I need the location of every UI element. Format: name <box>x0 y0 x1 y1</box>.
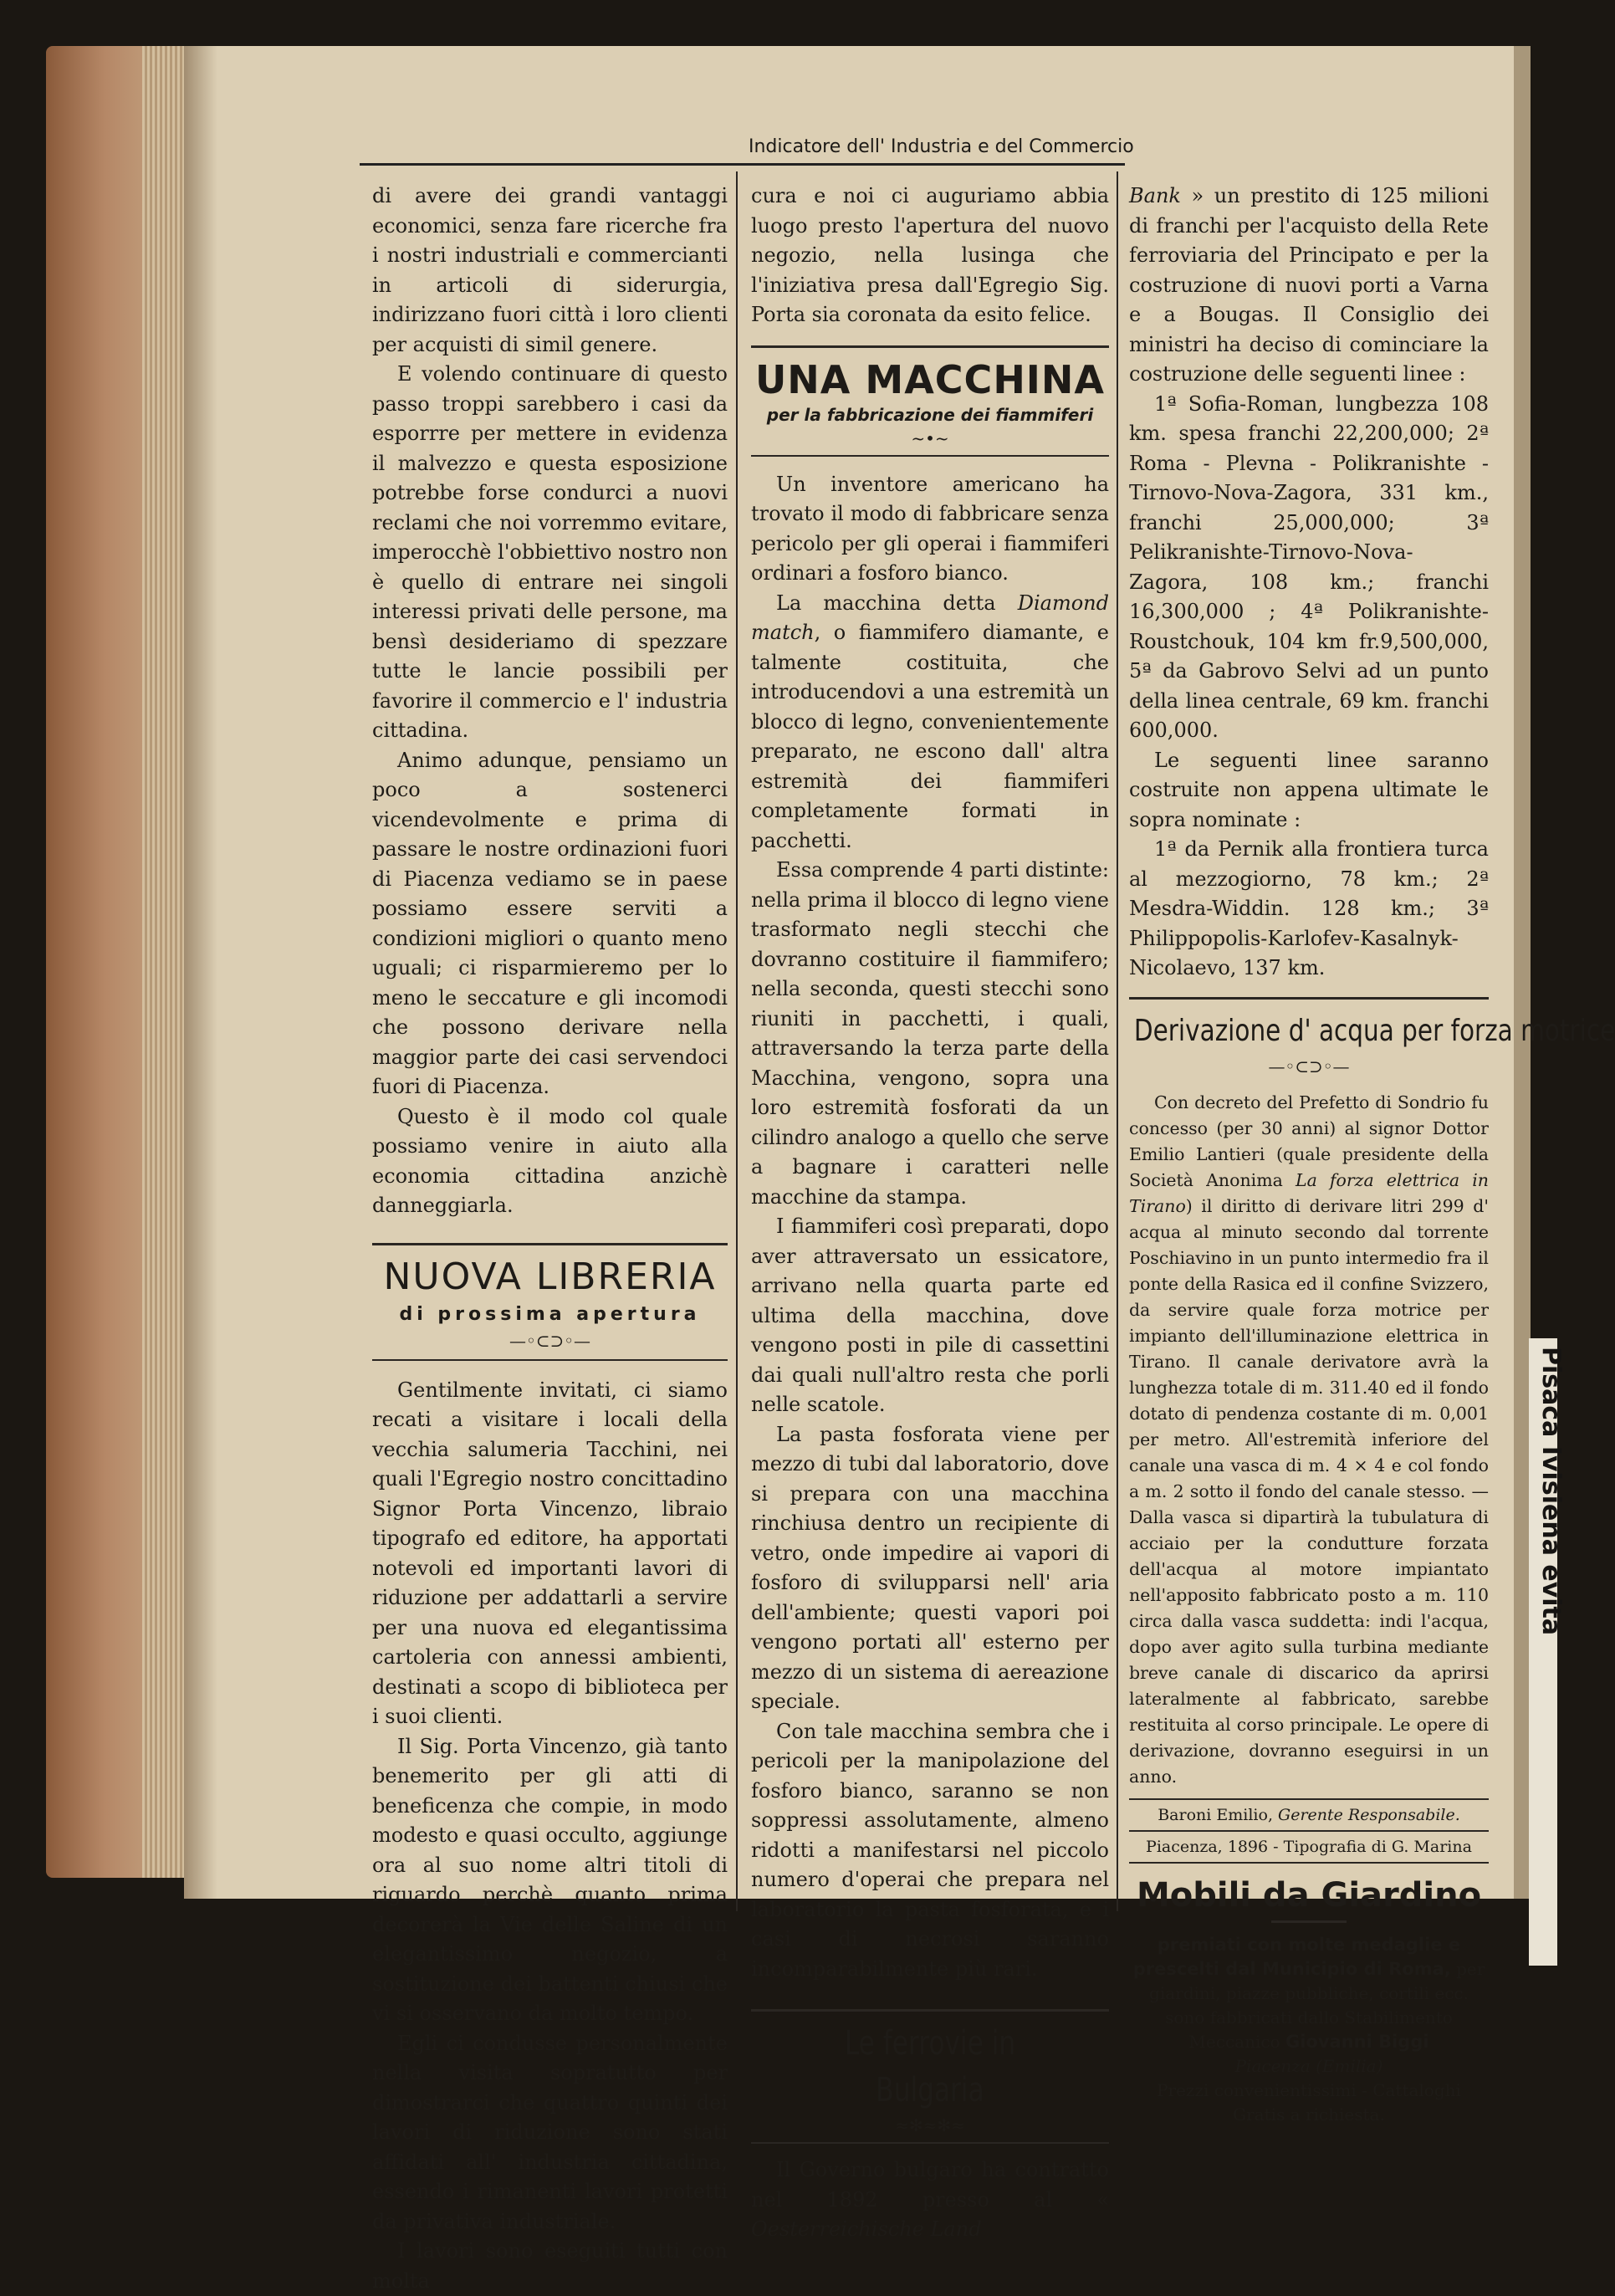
header-rule <box>360 163 1125 166</box>
section-rule <box>751 2142 1109 2144</box>
derivazione-body <box>1129 1090 1489 1790</box>
col3-para-top <box>1129 182 1489 390</box>
gerente-line <box>1129 1803 1489 1827</box>
section-rule <box>372 1359 728 1361</box>
book-edge <box>46 46 192 1878</box>
macchina-para-4: I fiammiferi così preparati, dopo aver attraversato un essicatore, arrivano nella quarta parte ed ultima della macchina, dove vengono posti in pile di cassettini dai quali null'altro resta che porli nelle scatole. <box>751 1214 1109 1416</box>
ornament: —◦⊂⊃◦— <box>1268 1056 1350 1076</box>
spine-shadow <box>184 46 217 1899</box>
gerente-role: Gerente Responsabile. <box>1278 1805 1460 1824</box>
libreria-para-2: Il Sig. Porta Vincenzo, già tanto benemerito per gli atti di beneficenza che compie, in modo modesto e quasi occulto, aggiunge ora al suo nome altri titoli di riguardo perchè quanto prima decorerà la Vie delle Saline di un elegantissimo negozio, a sostituzione dei battenti chiusi che vi si osservano da molto tempo. <box>372 1734 728 2025</box>
ornament: ≈✻≈✻≈ <box>895 2115 965 2135</box>
footer-rule <box>1129 1798 1489 1800</box>
text-run: ) il diritto di derivare litri 299 d' acqua al minuto secondo dal torrente Poschiavino in un punto intermedio fra il ponte della Rasica ed il confine Svizzero, da servire quale forza motrice per impianto dell'illuminazione elettrica in Tirano. Il canale derivatore avrà la lunghezza totale di m. 311.40 ed il fondo dotato di pendenza costante di m. 0,001 per metro. All'estremità inferiore del canale una vasca di m. 4 × 4 e col fondo a m. 2 sotto il fondo del canale stesso. — Dalla vasca si dipartirà la tubulatura di acciaio per la condutture forzata dell'acqua al motore impiantato nell'apposito fabbricato posto a m. 110 circa dalla vasca suddetta: indi l'acqua, dopo aver agito sulla turbina mediante breve canale di discarico da aprirsi lateralmente al fabbricato, sarebbe restituita al corso principale. Le opere di derivazione, dovranno eseguirsi in un anno. <box>1129 1195 1489 1787</box>
text-run: » un prestito di 125 milioni di franchi per l'acquisto della Rete ferroviaria del Principato e per la costruzione di nuovi porti a Varna e a Bougas. Il Consiglio dei ministri ha deciso di cominciare la costruzione delle seguenti linee : <box>1129 184 1489 386</box>
italic-run: La forza elettrica in Tirano <box>1129 1169 1489 1216</box>
macchina-para-1: Un inventore americano ha trovato il modo di fabbricare senza pericolo per gli operai i fiammiferi ordinari a fosforo bianco. <box>751 472 1109 585</box>
macchina-para-5: La pasta fosforata viene per mezzo di tubi dal laboratorio, dove si prepara con una macchina rinchiusa dentro un recipiente di vetro, onde impedire ai vapori di fosforo di svilupparsi nell' aria dell'ambiente; questi vapori poi vengono portati all' esterno per mezzo di un sistema di aereazione speciale. <box>751 1422 1109 1713</box>
ad-underline <box>1271 1920 1347 1923</box>
ad-awards: premiati con molte medaglie e prescelti dal Municipio di Roma, <box>1132 1934 1461 1979</box>
section-rule <box>1129 997 1489 1000</box>
macchina-para-6: Con tale macchina sembra che i pericoli per la manipolazione del fosforo bianco, saranno se non soppressi assolutamente, almeno ridotti a manifestarsi nel piccolo numero d'operai che prepara nel laboratorio la pasta fosforata, e i casi di necrosi saranno incomparabilmente più rari. <box>751 1719 1109 1981</box>
column-2 <box>751 182 1109 2245</box>
running-head: Indicatore dell' Industria e del Commercio <box>749 136 1134 157</box>
col1-para-2: E volendo continuare di questo passo troppi sarebbero i casi da esporrre per mettere in evidenza il malvezzo e questa esposizione potrebbe forse condurci a nuovi reclami che noi vorremmo evitare, imperocchè l'obbiettivo nostro non è quello di entrare nei singoli interessi privati delle persone, ma bensì desideriamo di spezzare tutte le lancie possibili per favorire il commercio e l' industria cittadina. <box>372 362 728 742</box>
ornament: —◦⊂⊃◦— <box>509 1330 591 1351</box>
macchina-title: UNA MACCHINA <box>754 356 1106 402</box>
ad-city: Piacenza (Emilia) <box>1234 2055 1383 2076</box>
section-rule <box>751 2009 1109 2012</box>
col1-para-4: Questo è il modo col quale possiamo venire in aiuto alla economia cittadina anzichè danneggiarla. <box>372 1104 728 1217</box>
italic-run: Bank <box>1129 184 1181 207</box>
section-rule <box>751 345 1109 348</box>
libreria-title: NUOVA LIBRERIA <box>383 1255 717 1298</box>
ferrovie-para-1 <box>751 2155 1109 2245</box>
section-rule <box>751 455 1109 457</box>
derivazione-para-1 <box>1129 1090 1489 1790</box>
footer-rule <box>1129 1830 1489 1832</box>
lines-para-3: 1ª da Pernik alla frontiera turca al mezzogiorno, 78 km.; 2ª Mesdra-Widdin. 128 km.; 3ª Philippopolis-Karlofev-Kasalnyk-Nicolaevo, 137 km. <box>1129 837 1489 979</box>
edge-stamp <box>1529 1338 1566 1966</box>
section-rule <box>372 1243 728 1245</box>
col1-para-1: di avere dei grandi vantaggi economici, senza fare ricerche fra i nostri industriali e commercianti in articoli di siderurgia, indirizzano fuori città i loro clienti per acquisti di simil genere. <box>372 184 728 356</box>
text-run: Il Governo bulgaro ha contratto nel 1892 presso al « <box>751 2158 1109 2212</box>
edge-stamp-text: Pisaca Ivisiena evita <box>1536 1347 1566 1636</box>
italic-run: Oesterreichische Land <box>751 2217 982 2241</box>
ferrovie-title: Le ferrovie in Bulgaria <box>844 2024 1016 2109</box>
footer-rule <box>1129 1862 1489 1864</box>
text-run: , o fiammifero diamante, e talmente costituita, che introducendovi a una estremità un blocco di legno, convenientemente preparato, ne escono dall' altra estremità dei fiammiferi completamente formati in pacchetti. <box>751 621 1109 852</box>
ad-prices: Prezzi convenientissimi - Cattaloghi Gratis a richiesta. <box>1157 2079 1461 2125</box>
ad-title: Mobili da Giardino <box>1136 1875 1482 1915</box>
ornament: ~•~ <box>911 427 949 448</box>
macchina-para-3: Essa comprende 4 parti distinte: nella prima il blocco di legno viene trasformato negli stecchi che dovranno costituire il fiammifero; nella seconda, questi stecchi sono riuniti in pacchetti, i quali, attraversando la terza parte della Macchina, vengono, sopra una loro estremità fosforati da un cilindro analogo a quello che serve a bagnare i caratteri nelle macchine da stampa. <box>751 858 1109 1209</box>
imprint: Piacenza, 1896 - Tipografia di G. Marina <box>1146 1837 1472 1856</box>
lines-para-2: Le seguenti linee saranno costruite non appena ultimate le sopra nominate : <box>1129 748 1489 831</box>
lines-para-1: 1ª Sofia-Roman, lungbezza 108 km. spesa franchi 22,200,000; 2ª Roma - Plevna - Polikranishte - Tirnovo-Nova-Zagora, 331 km., franchi 25,000,000; 3ª Pelikranishte-Tirnovo-Nova-Zagora, 108 km.; franchi 16,300,000 ; 4ª Polikranishte-Roustchouk, 104 km fr.9,500,000, 5ª da Gabrovo Selvi ad un punto della linea centrale, 69 km. franchi 600,000. <box>1129 391 1489 742</box>
ad-body <box>1129 1933 1489 2127</box>
italic-run: Diamond match <box>751 591 1109 644</box>
col2-para-top: cura e noi ci auguriamo abbia luogo presto l'apertura del nuovo negozio, nella lusinga che l'iniziativa presa dall'Egregio Sig. Porta sia coronata da esito felice. <box>751 184 1109 326</box>
text-run: Con decreto del Prefetto di Sondrio fu concesso (per 30 anni) al signor Dottor Emilio Lantieri (quale presidente della Società Anonima <box>1129 1092 1489 1190</box>
libreria-para-3: Egli ci condusse personalmente nella visita sopratutto per dimostrarci che quattro quinti dei lavori di riduzione sono stati affidati all' industria cittadina, essendo i rimanenti lavori protetti da privativa industriale. <box>372 2031 728 2233</box>
macchina-subtitle: per la fabbricazione dei fiammiferi <box>766 404 1094 425</box>
gerente-name: Baroni Emilio, <box>1158 1805 1273 1824</box>
column-rule-2 <box>1117 171 1118 1911</box>
derivazione-title: Derivazione d' acqua per forza motrice <box>1133 1013 1615 1048</box>
col1-para-3: Animo adunque, pensiamo un poco a sostenerci vicendevolmente e prima di passare le nostre ordinazioni fuori di Piacenza vediamo se in paese possiamo essere serviti a condizioni migliori o quanto meno uguali; ci risparmieremo per lo meno le seccature e gli incomodi che possono derivare nella maggior parte dei casi servendoci fuori di Piacenza. <box>372 748 728 1098</box>
text-run: per giardini, piazze pubbliche, cortili ecc. sono fabbricati dallo Stabilimento Meccanico <box>1149 1958 1485 2052</box>
ad-maker: Giovanni Biggi <box>1285 2031 1429 2052</box>
libreria-subtitle: di prossima apertura <box>399 1303 701 1325</box>
column-1 <box>372 182 728 2296</box>
libreria-para-4: I lavori sono eseguiti tutti con molta <box>372 2239 728 2293</box>
text-run: La macchina detta <box>776 591 1018 615</box>
column-rule-1 <box>736 171 738 1911</box>
macchina-para-2 <box>751 589 1109 857</box>
libreria-para-1: Gentilmente invitati, ci siamo recati a visitare i locali della vecchia salumeria Tacchini, nei quali l'Egregio nostro concittadino Signor Porta Vincenzo, libraio tipografo ed editore, ha apportati notevoli ed importanti lavori di riduzione per addattarli a servire per una nuova ed elegantissima cartoleria con annessi ambienti, destinati a scopo di biblioteca per i suoi clienti. <box>372 1378 728 1728</box>
